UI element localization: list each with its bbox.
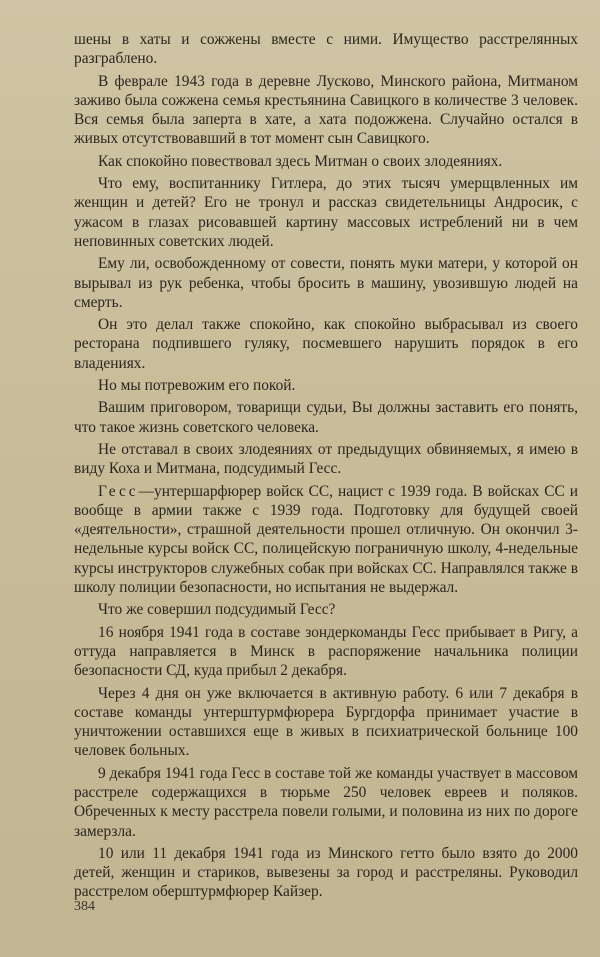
paragraph-13: Через 4 дня он уже включается в активную работу. 6 или 7 декабря в составе команды унтерштурмфюрера Бургдорфа принимает участие в уничтожении оставшихся еще в живых в психиатрической больнице 100 человек больных. — [74, 684, 578, 760]
paragraph-4: Что ему, воспитаннику Гитлера, до этих тысяч умерщвленных им женщин и детей? Его не тронул и рассказ свидетельницы Андросик, с ужасом в глазах рисовавшей картину массовых истреблений ни в чем неповинных советских людей. — [74, 175, 578, 250]
paragraph-11: Что же совершил подсудимый Гесс? — [98, 601, 336, 619]
paragraph-15: 10 или 11 декабря 1941 года из Минского гетто было взято до 2000 детей, женщин и стариков, вывезены за город и расстреляны. Руководил расстрелом оберштурмфюрер Кайзер. — [74, 844, 578, 901]
paragraph-10: Гесс—унтершарфюрер войск СС, нацист с 1939 года. В войсках СС и вообще в армии также с 1939 года. Подготовку для будущей своей «деятельности», страшной деятельности прошел отличную. Он окончил 3-недельные курсы войск СС, полицейскую пограничную школу, 4-недельные курсы инструкторов служебных собак при войсках СС. Направлялся также в школу полиции безопасности, но испытания не выдержал. — [74, 482, 578, 597]
page-number: 384 — [74, 899, 95, 914]
paragraph-12: 16 ноября 1941 года в составе зондеркоманды Гесс прибывает в Ригу, а оттуда направляется в Минск в распоряжение начальника полиции безопасности СД, куда прибыл 2 декабря. — [74, 623, 578, 680]
paragraph-3: Как спокойно повествовал здесь Митман о своих злодеяниях. — [98, 152, 503, 170]
paragraph-5: Ему ли, освобожденному от совести, понять муки матери, у которой он вырывал из рук ребенка, чтобы бросить в машину, увозившую людей на смерть. — [74, 255, 578, 311]
paragraph-2: В феврале 1943 года в деревне Лусково, Минского района, Митманом заживо была сожжена семья крестьянина Савицкого в количестве 3 человек. Вся семья была заперта в хате, а хата подожжена. Случайно остался в живых отсутствовавший в тот момент сын Савицкого. — [74, 72, 578, 148]
paragraph-8: Вашим приговором, товарищи судьи, Вы должны заставить его понять, что такое жизнь советского человека. — [74, 399, 578, 436]
paragraph-7: Но мы потревожим его покой. — [98, 377, 296, 395]
spaced-name-gess: Гесс — [98, 482, 139, 500]
paragraph-6: Он это делал также спокойно, как спокойно выбрасывал из своего ресторана подпившего гуляку, посмевшего нарушить порядок в его владениях. — [74, 316, 578, 372]
paragraph-14: 9 декабря 1941 года Гесс в составе той же команды участвует в массовом расстреле содержащихся в тюрьме 250 человек евреев и поляков. Обреченных к месту расстрела повели голыми, и половина из них по дороге замерзла. — [74, 764, 578, 840]
paragraph-1: шены в хаты и сожжены вместе с ними. Имущество расстрелянных разграблено. — [74, 31, 578, 68]
paragraph-9: Не отставал в своих злодеяниях от предыдущих обвиняемых, я имею в виду Коха и Митмана, подсудимый Гесс. — [74, 440, 578, 478]
